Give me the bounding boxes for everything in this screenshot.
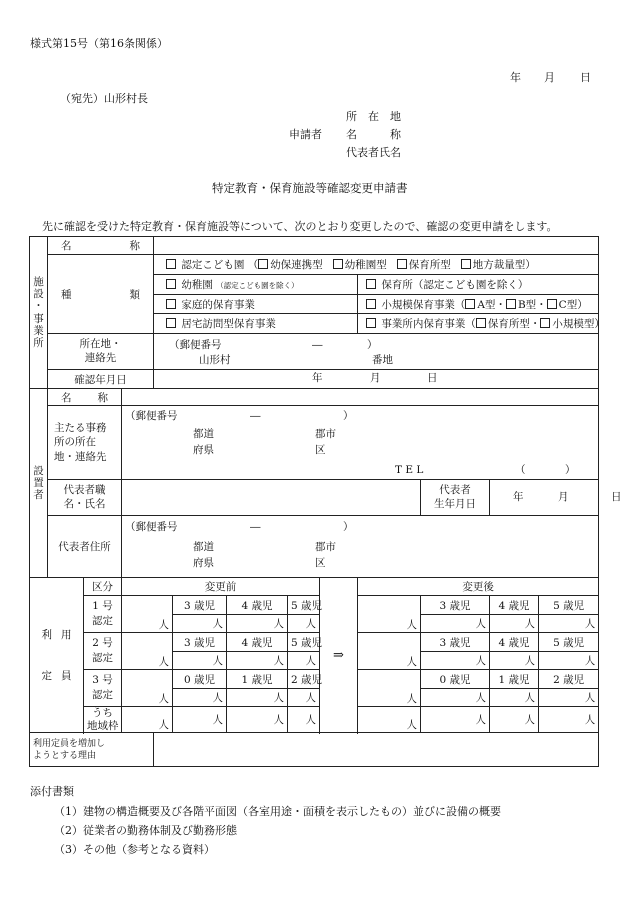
before-3go-age1: 0 歳児 [173, 670, 227, 689]
before-1go-age3: 5 歳児 [288, 596, 320, 615]
checkbox-hoikusho[interactable] [366, 279, 376, 289]
after-1go-age2-value[interactable]: 人 [490, 615, 539, 633]
before-2go-age2-value[interactable]: 人 [227, 652, 288, 670]
after-2go-total[interactable]: 人 [358, 633, 421, 670]
facility-name-label: 名 称 [48, 237, 154, 255]
before-1go-age1: 3 歳児 [173, 596, 227, 615]
founder-rep-title-label: 代表者職 名・氏名 [48, 480, 122, 516]
checkbox-youchien[interactable] [166, 279, 176, 289]
applicant-name-label: 名 称 [346, 128, 401, 141]
before-2go-age1-value[interactable]: 人 [173, 652, 227, 670]
before-2go-age3-value[interactable]: 人 [288, 652, 320, 670]
form-number: 様式第15号（第16条関係） [30, 37, 168, 50]
attachment-item-2: （2）従業者の勤務体制及び勤務形態 [54, 824, 237, 837]
checkbox-nintei-kodomoen[interactable] [166, 259, 176, 269]
facility-group-label: 施 設 ・ 事 業 所 [30, 237, 48, 389]
before-1go-total[interactable]: 人 [122, 596, 173, 633]
facility-name-field[interactable] [154, 237, 599, 255]
checkbox-jigyoshonai[interactable] [366, 318, 376, 328]
after-2go-age2: 4 歳児 [490, 633, 539, 652]
checkbox-kyotaku[interactable] [166, 318, 176, 328]
checkbox-shokibo-a[interactable] [465, 299, 475, 309]
date-day-label: 日 [580, 71, 591, 84]
before-2go-age2: 4 歳児 [227, 633, 288, 652]
before-3go-age3: 2 歳児 [288, 670, 320, 689]
before-2go-total[interactable]: 人 [122, 633, 173, 670]
founder-name-field[interactable] [122, 389, 599, 406]
before-1go-age2: 4 歳児 [227, 596, 288, 615]
applicant-address-label: 所 在 地 [346, 110, 401, 123]
after-2go-age2-value[interactable]: 人 [490, 652, 539, 670]
facility-type-label: 種 類 [48, 255, 154, 334]
before-3go-age3-value[interactable]: 人 [288, 689, 320, 707]
checkbox-chiho-sairyo[interactable] [461, 259, 471, 269]
row-label-3go: 3 号 認定 [84, 670, 122, 707]
checkbox-shokibo-c[interactable] [547, 299, 557, 309]
founder-name-label: 名 称 [48, 389, 122, 406]
before-chiikiwaku-age3[interactable]: 人 [288, 707, 320, 733]
before-1go-age2-value[interactable]: 人 [227, 615, 288, 633]
before-3go-age1-value[interactable]: 人 [173, 689, 227, 707]
row-label-chiikiwaku: うち 地域枠 [84, 707, 122, 733]
document-title: 特定教育・保育施設等確認変更申請書 [212, 181, 408, 195]
date-year-label: 年 [510, 71, 521, 84]
after-1go-age2: 4 歳児 [490, 596, 539, 615]
after-3go-total[interactable]: 人 [358, 670, 421, 707]
kubun-header: 区分 [84, 578, 122, 596]
checkbox-shokibo-b[interactable] [506, 299, 516, 309]
reason-field[interactable] [154, 733, 599, 767]
applicant-label: 申請者 [289, 128, 322, 141]
checkbox-jigyoshonai-shokibo[interactable] [540, 318, 550, 328]
founder-rep-birth-label: 代表者 生年月日 [421, 480, 490, 516]
after-2go-age1: 3 歳児 [421, 633, 490, 652]
checkbox-katei-hoiku[interactable] [166, 299, 176, 309]
attachment-item-1: （1）建物の構造概要及び各階平面図（各室用途・面積を表示したもの）並びに設備の概要 [54, 805, 501, 818]
intro-text: 先に確認を受けた特定教育・保育施設等について、次のとおり変更したので、確認の変更申請をします。 [42, 220, 558, 233]
checkbox-hoikusho-gata[interactable] [397, 259, 407, 269]
after-2go-age3: 5 歳児 [539, 633, 599, 652]
after-chiikiwaku-age2[interactable]: 人 [490, 707, 539, 733]
row-label-1go: 1 号 認定 [84, 596, 122, 633]
before-1go-age3-value[interactable]: 人 [288, 615, 320, 633]
reason-label: 利用定員を増加し ようとする理由 [30, 733, 154, 767]
before-chiikiwaku-age2[interactable]: 人 [227, 707, 288, 733]
before-header: 変更前 [122, 578, 320, 596]
capacity-group-label: 利 用 定 員 [30, 578, 84, 733]
after-3go-age3: 2 歳児 [539, 670, 599, 689]
before-2go-age1: 3 歳児 [173, 633, 227, 652]
date-month-label: 月 [544, 71, 555, 84]
before-3go-age2: 1 歳児 [227, 670, 288, 689]
before-1go-age1-value[interactable]: 人 [173, 615, 227, 633]
checkbox-yoho-renkei[interactable] [258, 259, 268, 269]
after-chiikiwaku-age3[interactable]: 人 [539, 707, 599, 733]
type-youchien-cell: 幼稚園 （認定こども園を除く） [154, 275, 358, 295]
checkbox-jigyoshonai-hoikusho[interactable] [476, 318, 486, 328]
after-3go-age2-value[interactable]: 人 [490, 689, 539, 707]
founder-rep-name-field[interactable] [122, 480, 421, 516]
type-katei-cell: 家庭的保育事業 [154, 295, 358, 314]
after-3go-age3-value[interactable]: 人 [539, 689, 599, 707]
after-chiikiwaku-total[interactable]: 人 [358, 707, 421, 733]
founder-rep-address-label: 代表者住所 [48, 516, 122, 578]
checkbox-shokibo[interactable] [366, 299, 376, 309]
after-1go-age1-value[interactable]: 人 [421, 615, 490, 633]
founder-rep-birth-field[interactable]: 年 月 日 [490, 480, 599, 516]
type-jigyoshonai-cell: 事業所内保育事業（ 保育所型・ 小規模型） [358, 314, 599, 334]
after-header: 変更後 [358, 578, 599, 596]
founder-rep-address-field[interactable]: （郵便番号 ― ） 都道 郡市 府県 区 [122, 516, 599, 578]
after-3go-age2: 1 歳児 [490, 670, 539, 689]
after-3go-age1-value[interactable]: 人 [421, 689, 490, 707]
checkbox-youchien-gata[interactable] [333, 259, 343, 269]
founder-office-field[interactable]: （郵便番号 ― ） 都道 郡市 府県 区 [122, 406, 599, 464]
after-1go-age3-value[interactable]: 人 [539, 615, 599, 633]
type-shokibo-cell: 小規模保育事業（ A型・ B型・ C型） [358, 295, 599, 314]
founder-tel-field[interactable]: T E L （ ） [122, 464, 599, 480]
after-chiikiwaku-age1[interactable]: 人 [421, 707, 490, 733]
addressee: （宛先）山形村長 [60, 92, 148, 105]
attachment-item-3: （3）その他（参考となる資料） [54, 843, 215, 856]
founder-group-label: 設 置 者 [30, 389, 48, 578]
type-kyotaku-cell: 居宅訪問型保育事業 [154, 314, 358, 334]
before-chiikiwaku-age1[interactable]: 人 [173, 707, 227, 733]
founder-office-label: 主たる事務 所の所在 地・連絡先 [48, 406, 122, 480]
type-hoikusho-cell: 保育所（認定こども園を除く） [358, 275, 599, 295]
before-chiikiwaku-total[interactable]: 人 [122, 707, 173, 733]
after-1go-total[interactable]: 人 [358, 596, 421, 633]
facility-location-label: 所在地・ 連絡先 [48, 334, 154, 370]
attachments-title: 添付書類 [30, 785, 74, 798]
row-label-2go: 2 号 認定 [84, 633, 122, 670]
confirm-date-field[interactable]: 年 月 日 [154, 370, 599, 389]
before-3go-age2-value[interactable]: 人 [227, 689, 288, 707]
after-2go-age3-value[interactable]: 人 [539, 652, 599, 670]
change-arrow: ⇒ [320, 578, 358, 733]
before-2go-age3: 5 歳児 [288, 633, 320, 652]
after-2go-age1-value[interactable]: 人 [421, 652, 490, 670]
applicant-rep-label: 代表者氏名 [346, 146, 401, 159]
before-3go-total[interactable]: 人 [122, 670, 173, 707]
after-1go-age3: 5 歳児 [539, 596, 599, 615]
after-1go-age1: 3 歳児 [421, 596, 490, 615]
after-3go-age1: 0 歳児 [421, 670, 490, 689]
application-form-table [29, 236, 622, 767]
facility-location-field[interactable]: （郵便番号 ― ） 山形村 番地 [154, 334, 599, 370]
type-row-1: 認定こども園 （ 幼保連携型 幼稚園型 保育所型 地方裁量型） [154, 255, 599, 275]
confirm-date-label: 確認年月日 [48, 370, 154, 389]
